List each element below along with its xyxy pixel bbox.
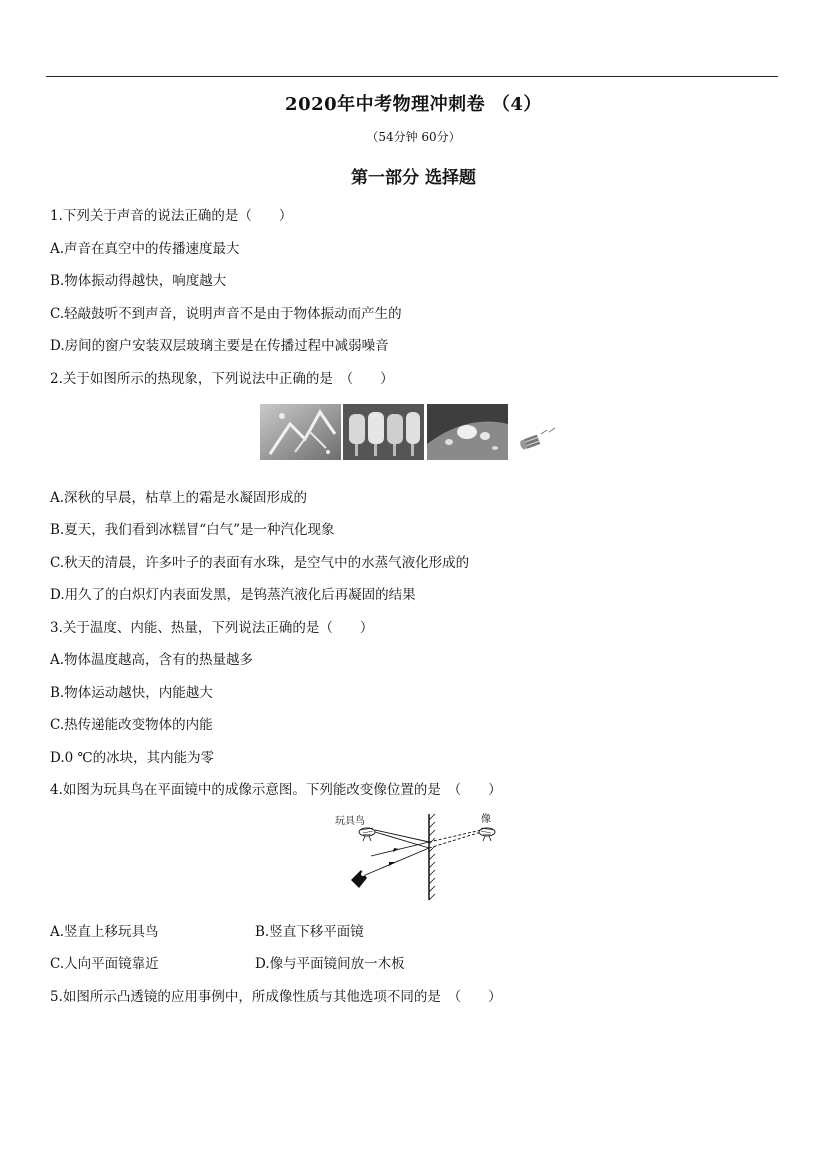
question-4-stem: 4.如图为玩具鸟在平面镜中的成像示意图。下列能改变像位置的是 （ ）	[50, 782, 502, 798]
question-4-option-b: B.竖直下移平面镜	[255, 924, 364, 940]
toy-bird-label: 玩具鸟	[335, 816, 365, 827]
image-label: 像	[481, 814, 491, 825]
heat-phenomena-photos	[260, 404, 560, 460]
question-1-option-d: D.房间的窗户安装双层玻璃主要是在传播过程中减弱噪音	[50, 338, 389, 354]
toy-bird-icon	[359, 828, 375, 841]
image-bird-icon	[479, 828, 495, 841]
observer-eye-icon	[351, 870, 367, 888]
question-1-option-c: C.轻敲鼓听不到声音，说明声音不是由于物体振动而产生的	[50, 306, 402, 322]
question-3-option-b: B.物体运动越快，内能越大	[50, 685, 213, 701]
question-4-option-a: A.竖直上移玩具鸟	[50, 924, 159, 940]
plane-mirror-diagram	[333, 808, 503, 902]
page-subtitle: （54分钟 60分）	[366, 130, 461, 144]
question-1-option-a: A.声音在真空中的传播速度最大	[50, 241, 240, 257]
question-3-option-d: D.0 ℃的冰块，其内能为零	[50, 750, 215, 766]
ice-pop-photo	[343, 404, 424, 460]
question-2-option-d: D.用久了的白炽灯内表面发黑，是钨蒸汽液化后再凝固的结果	[50, 587, 416, 603]
question-4-option-d: D.像与平面镜间放一木板	[255, 956, 405, 972]
question-3-stem: 3.关于温度、内能、热量，下列说法正确的是（ ）	[50, 620, 374, 636]
header-rule	[46, 76, 778, 77]
question-5-stem: 5.如图所示凸透镜的应用事例中，所成像性质与其他选项不同的是 （ ）	[50, 989, 502, 1005]
question-2-option-b: B.夏天，我们看到冰糕冒“白气”是一种汽化现象	[50, 522, 335, 538]
question-2-stem: 2.关于如图所示的热现象，下列说法中正确的是 （ ）	[50, 371, 394, 387]
page-title: 2020年中考物理冲刺卷 （4）	[285, 94, 542, 115]
section-heading: 第一部分 选择题	[351, 168, 476, 188]
frost-photo	[260, 404, 341, 460]
question-3-option-c: C.热传递能改变物体的内能	[50, 717, 213, 733]
question-2-option-c: C.秋天的清晨，许多叶子的表面有水珠，是空气中的水蒸气液化形成的	[50, 555, 470, 571]
question-4-option-c: C.人向平面镜靠近	[50, 956, 159, 972]
leaf-dew-photo	[427, 404, 508, 460]
question-1-option-b: B.物体振动得越快，响度越大	[50, 273, 227, 289]
light-bulb-icon	[511, 404, 559, 460]
question-1-stem: 1.下列关于声音的说法正确的是（ ）	[50, 208, 293, 224]
question-2-option-a: A.深秋的早晨，枯草上的霜是水凝固形成的	[50, 490, 308, 506]
question-3-option-a: A.物体温度越高，含有的热量越多	[50, 652, 254, 668]
